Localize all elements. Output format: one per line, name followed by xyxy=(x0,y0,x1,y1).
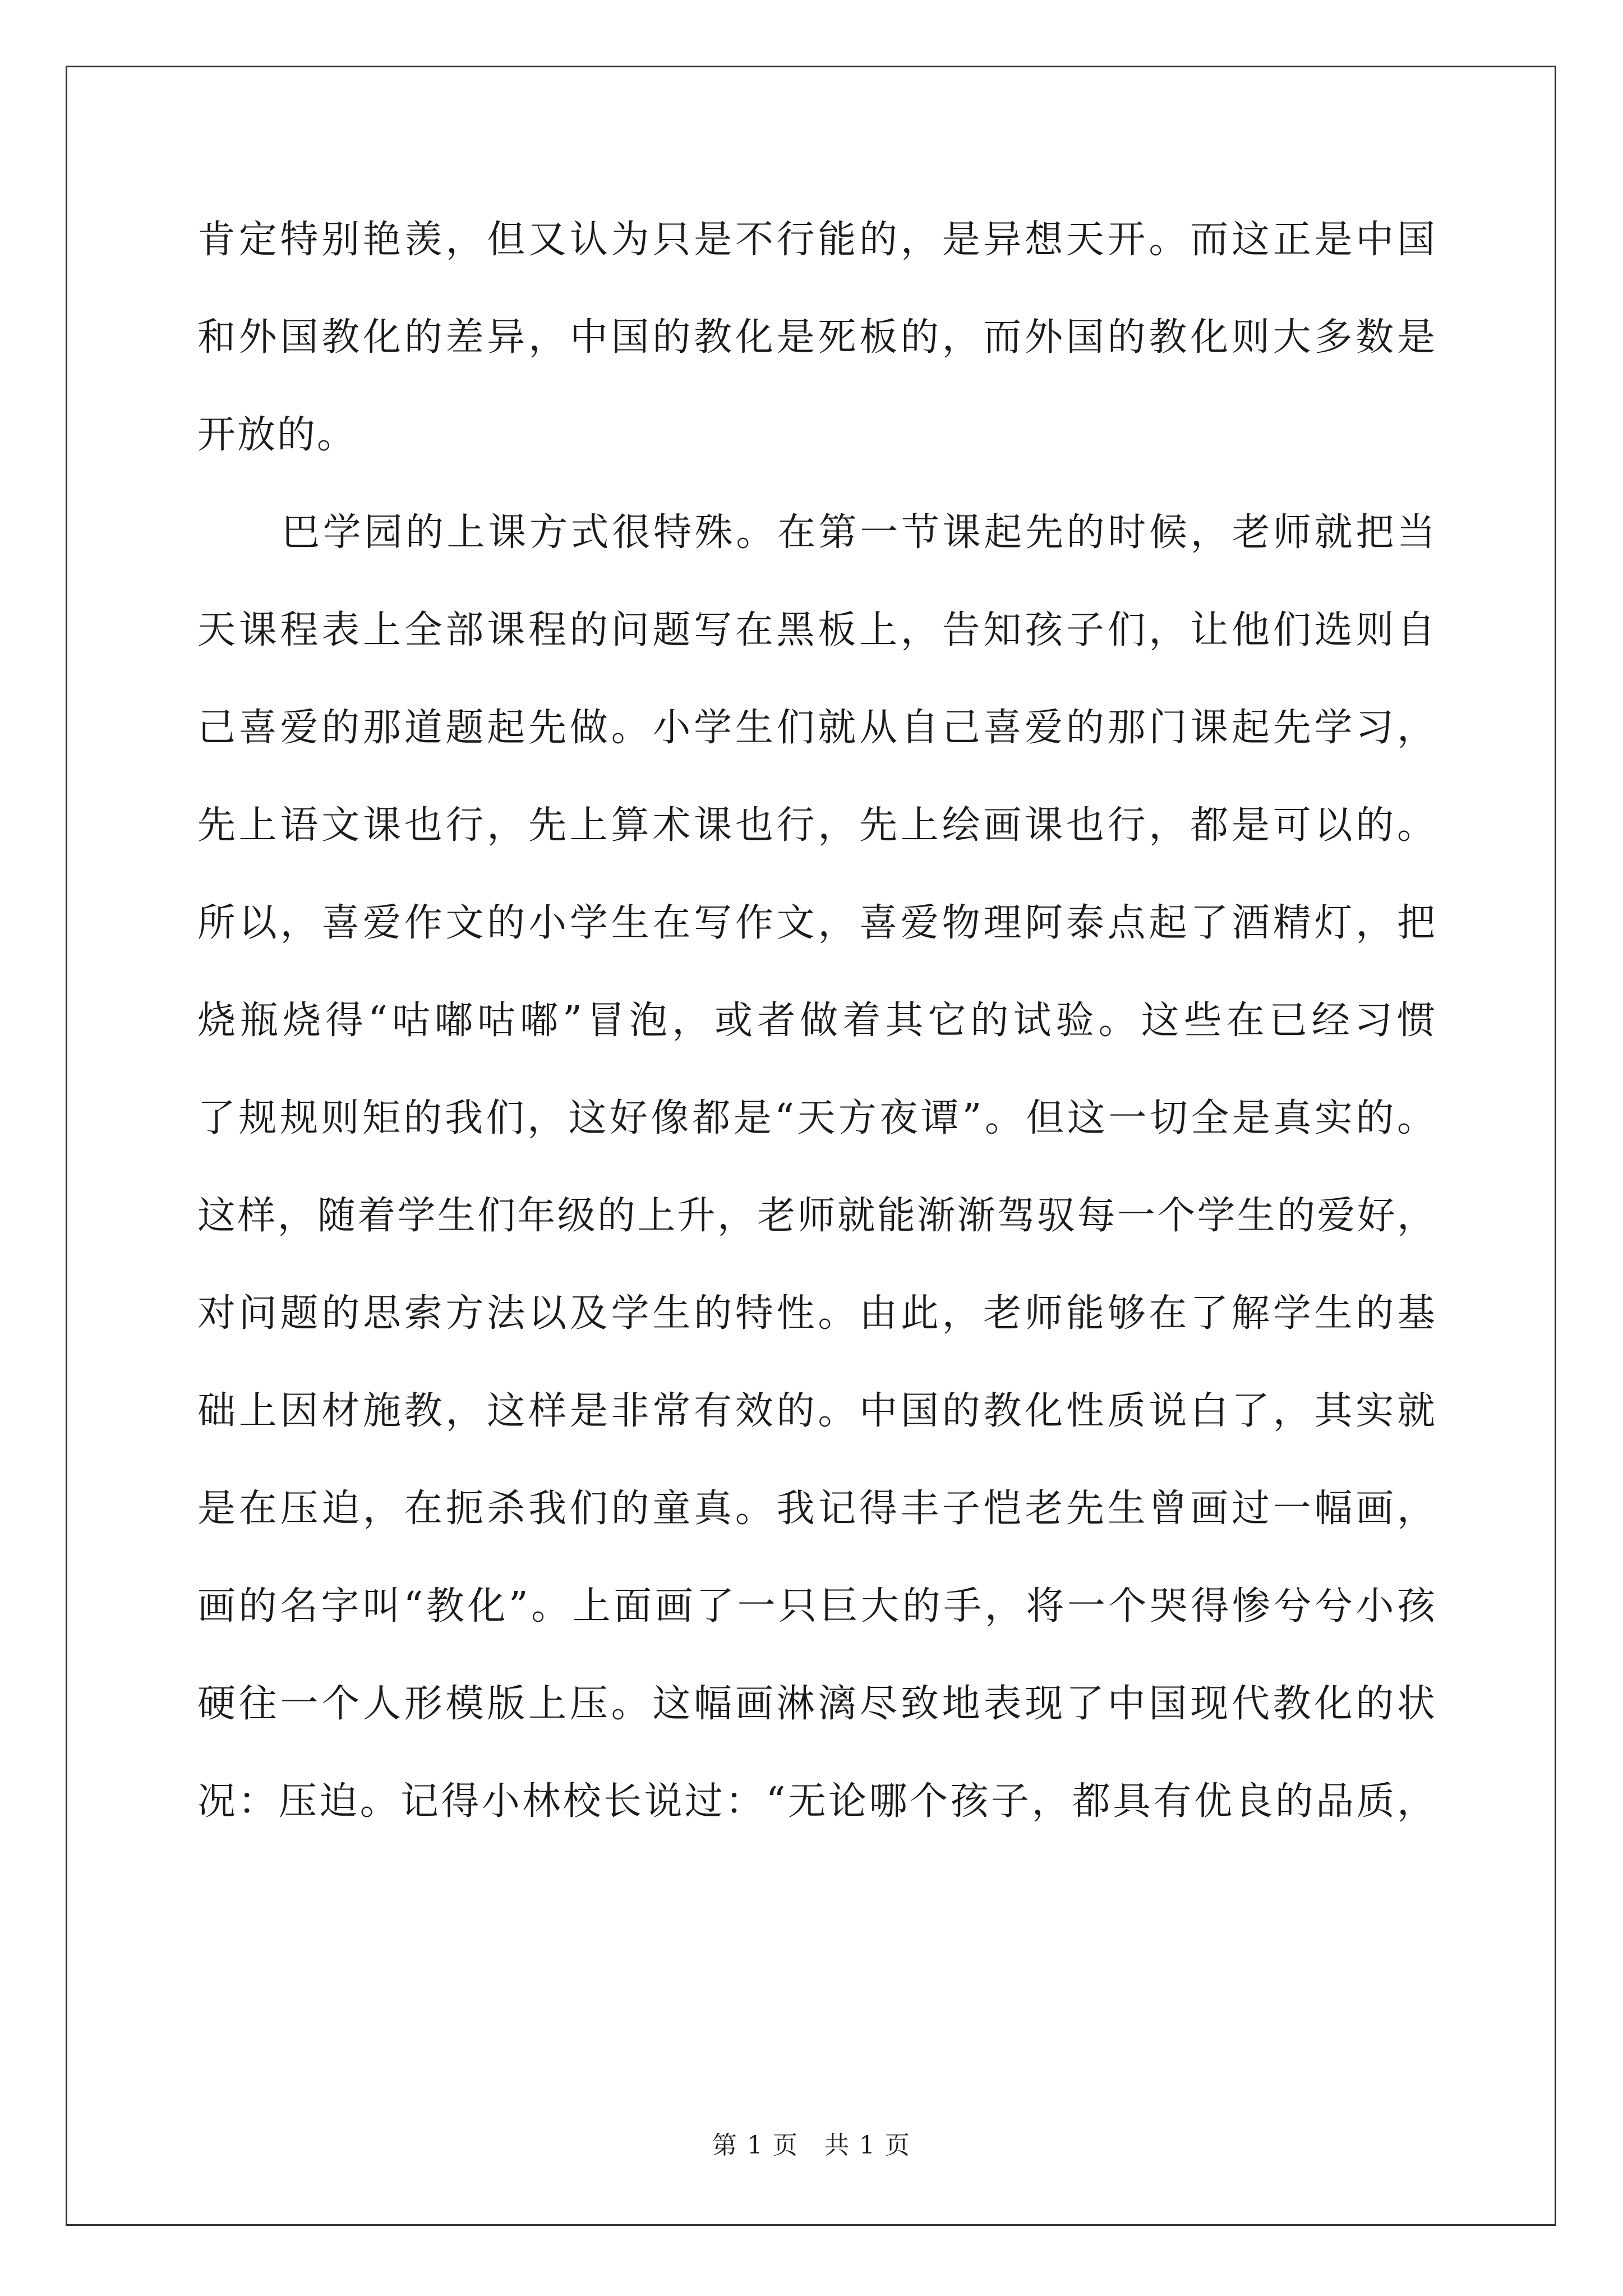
document-body xyxy=(197,212,1437,1871)
text-line: 己喜爱的那道题起先做。小学生们就从自己喜爱的那门课起先学习， xyxy=(197,706,1437,750)
text-line: 画的名字叫“教化”。上面画了一只巨大的手，将一个哭得惨兮兮小孩 xyxy=(197,1584,1437,1628)
text-line: 硬往一个人形模版上压。这幅画淋漓尽致地表现了中国现代教化的状 xyxy=(197,1682,1437,1726)
text-line: 巴学园的上课方式很特殊。在第一节课起先的时候，老师就把当 xyxy=(282,510,1437,555)
text-line: 所以，喜爱作文的小学生在写作文，喜爱物理阿泰点起了酒精灯，把 xyxy=(197,901,1437,945)
text-line: 烧瓶烧得“咕嘟咕嘟”冒泡，或者做着其它的试验。这些在已经习惯 xyxy=(197,999,1437,1043)
text-line: 开放的。 xyxy=(197,413,357,457)
text-line: 对问题的思索方法以及学生的特性。由此，老师能够在了解学生的基 xyxy=(197,1291,1437,1336)
text-line: 是在压迫，在扼杀我们的童真。我记得丰子恺老先生曾画过一幅画， xyxy=(197,1487,1437,1531)
text-line: 和外国教化的差异，中国的教化是死板的，而外国的教化则大多数是 xyxy=(197,315,1437,360)
page-number-footer: 第 1 页 共 1 页 xyxy=(712,2131,911,2160)
text-line: 这样，随着学生们年级的上升，老师就能渐渐驾驭每一个学生的爱好， xyxy=(197,1194,1437,1238)
text-line: 了规规则矩的我们，这好像都是“天方夜谭”。但这一切全是真实的。 xyxy=(197,1096,1437,1140)
text-line: 先上语文课也行，先上算术课也行，先上绘画课也行，都是可以的。 xyxy=(197,803,1437,848)
text-line: 础上因材施教，这样是非常有效的。中国的教化性质说白了，其实就 xyxy=(197,1389,1437,1433)
text-line: 况：压迫。记得小林校长说过：“无论哪个孩子，都具有优良的品质， xyxy=(197,1779,1437,1824)
text-line: 天课程表上全部课程的问题写在黑板上，告知孩子们，让他们选则自 xyxy=(197,608,1437,652)
text-line: 肯定特别艳羡，但又认为只是不行能的，是异想天开。而这正是中国 xyxy=(197,218,1437,262)
